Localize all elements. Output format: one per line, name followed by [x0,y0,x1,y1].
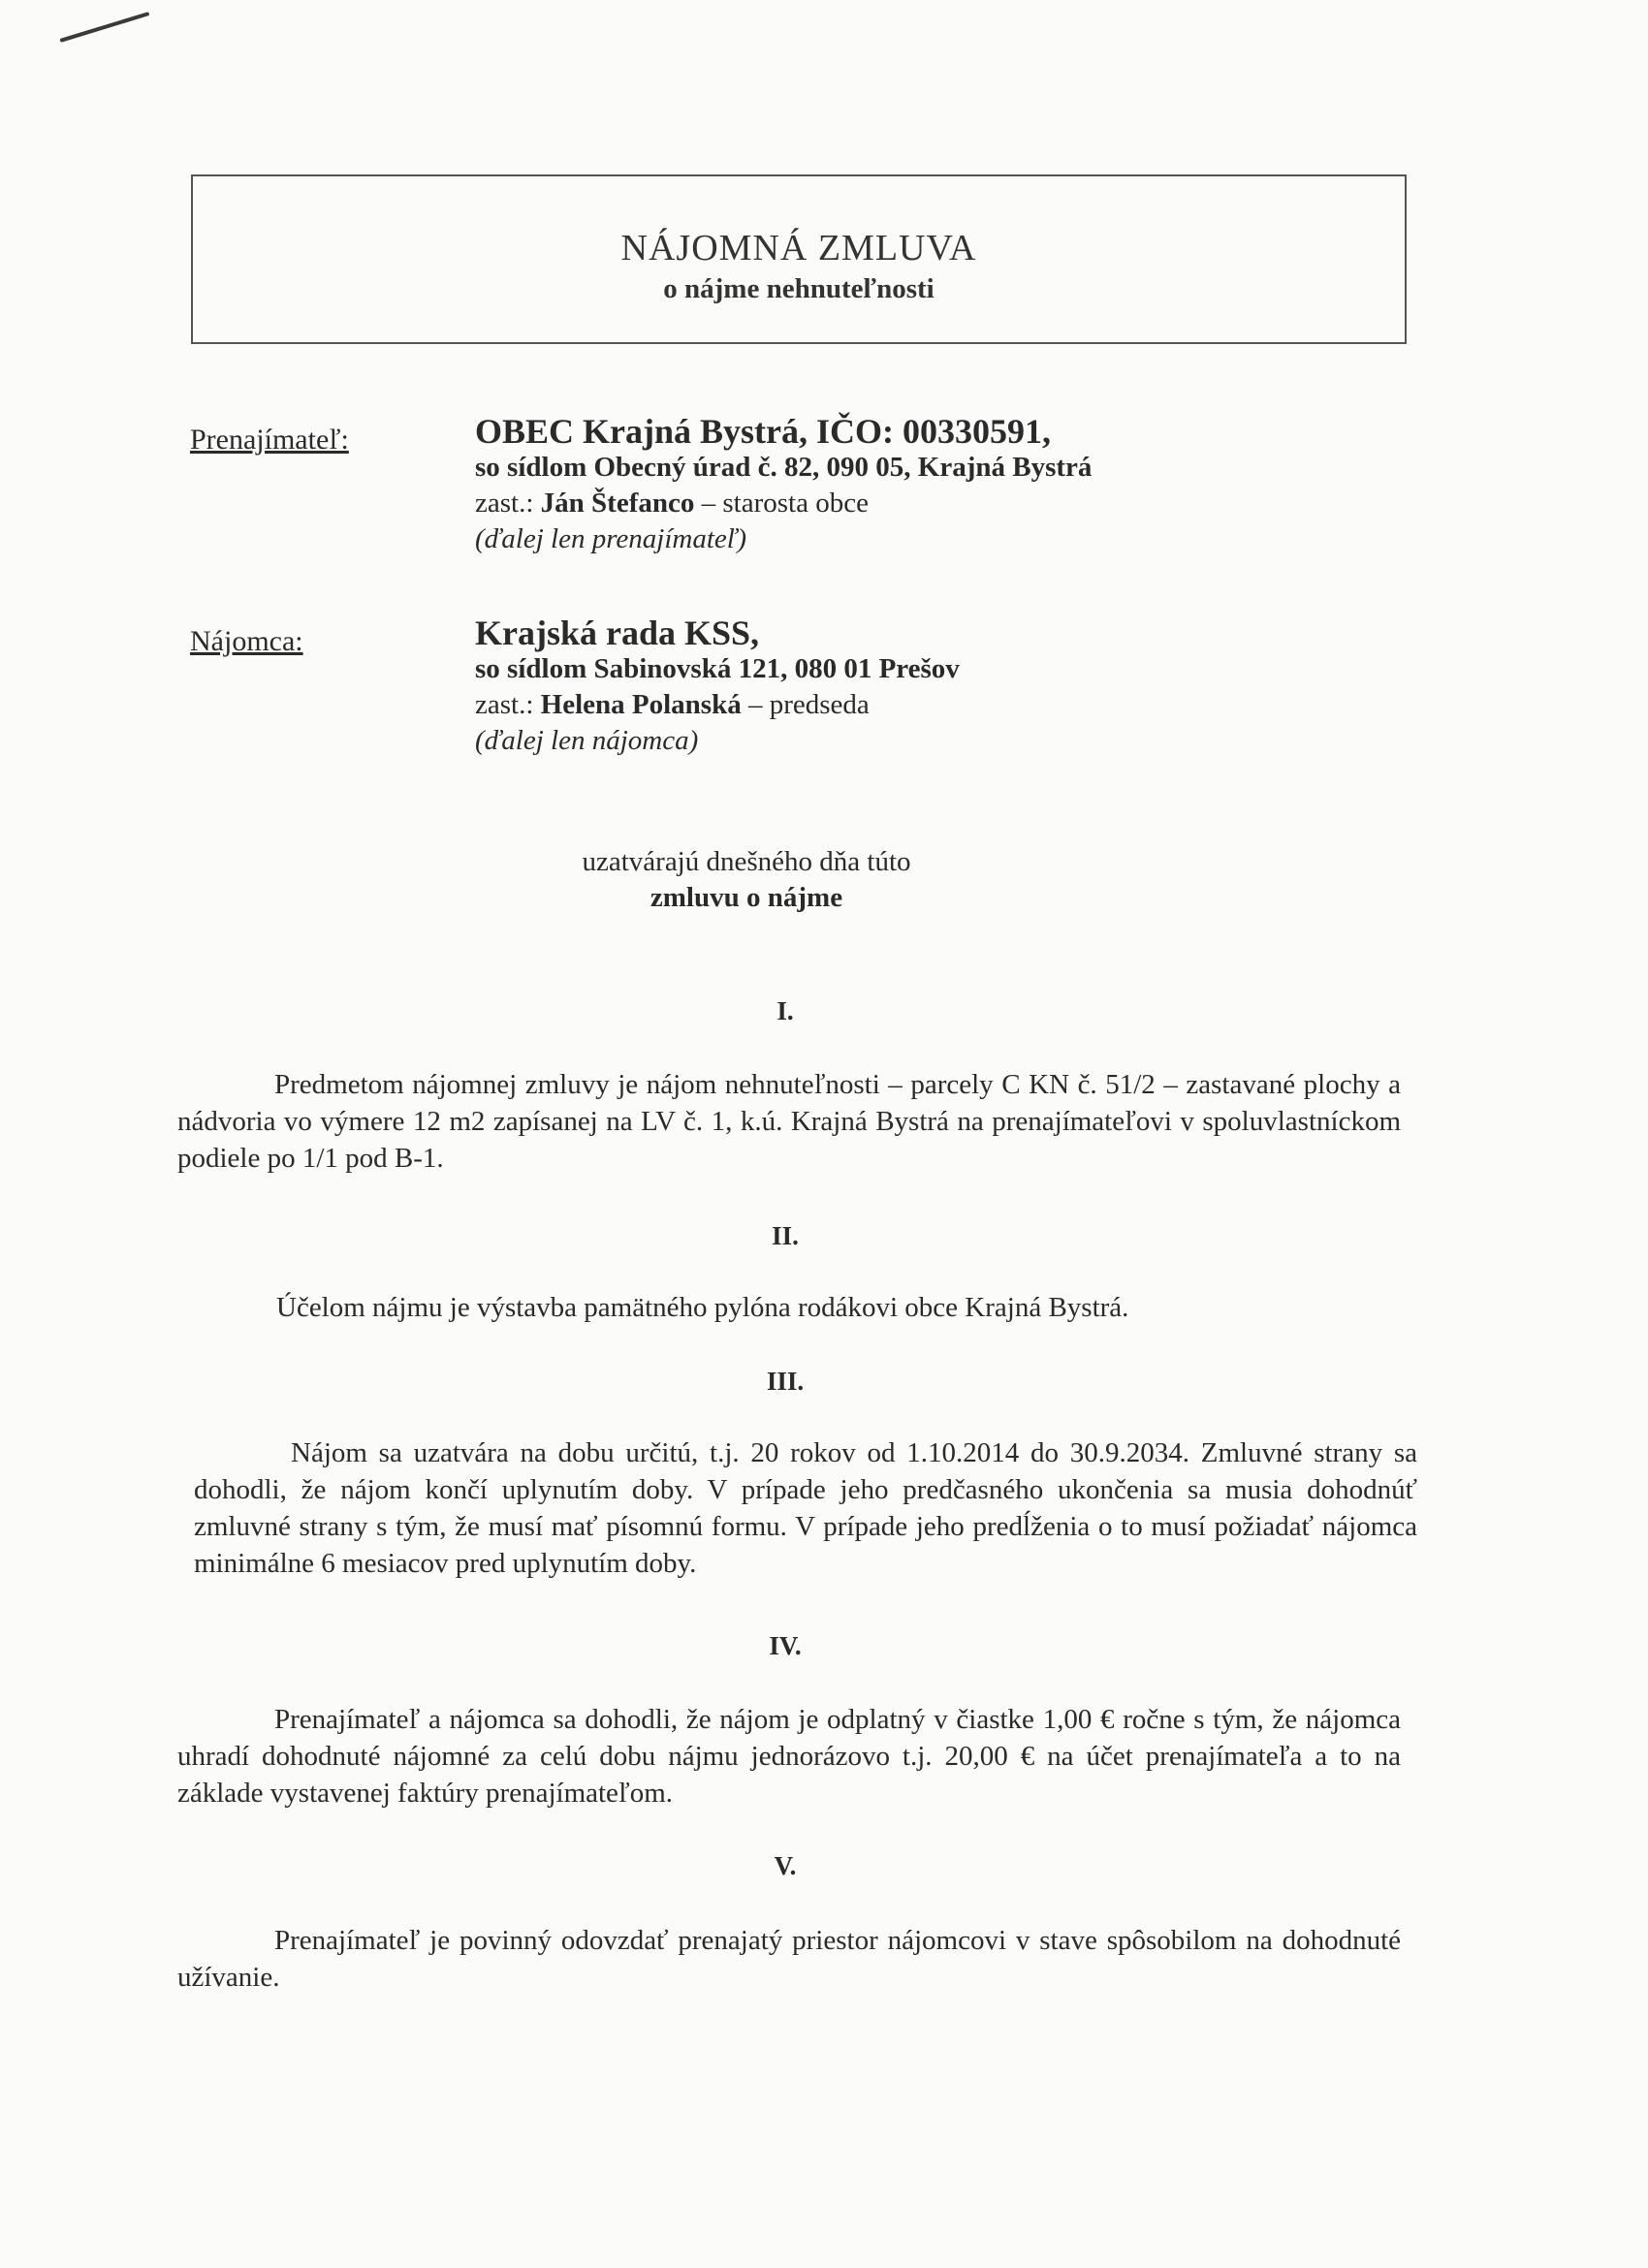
landlord-rep-prefix: zast.: [475,488,534,519]
section-text-4: Prenajímateľ a nájomca sa dohodli, že nájom je odplatný v čiastke 1,00 € ročne s tým, že nájomca uhradí dohodnuté nájomné za celú dobu nájmu jednorázovo t.j. 20,00 € na účet prenajímateľa a to na základe vystavenej faktúry prenajímateľom. [177,1704,1401,1809]
tenant-rep-role: – predseda [741,689,870,720]
landlord-label: Prenajímateľ: [190,424,349,456]
section-text-2: Účelom nájmu je výstavba pamätného pylóna rodákovi obce Krajná Bystrá. [276,1292,1129,1323]
document-title: NÁJOMNÁ ZMLUVA [620,228,977,268]
tenant-rep-name: Helena Polanská [540,689,742,720]
tenant-alias: (ďalej len nájomca) [475,725,699,756]
section-number-1: I. [776,996,794,1025]
landlord-rep-name: Ján Štefanco [540,488,695,519]
landlord-representative [475,486,1444,521]
section-text-3: Nájom sa uzatvára na dobu určitú, t.j. 20 rokov od 1.10.2014 do 30.9.2034. Zmluvné strany sa dohodli, že nájom končí uplynutím doby. V prípade jeho predčasného ukončenia sa musia dohodnúť zmluvné strany s tým, že musí mať písomnú formu. V prípade jeho predĺženia o to musí požiadať nájomca minimálne 6 mesiacov pred uplynutím doby. [194,1437,1417,1579]
document-subtitle: o nájme nehnuteľnosti [663,273,935,304]
pen-mark [59,12,149,43]
landlord-rep-role: – starosta obce [694,488,869,519]
section-text-5: Prenajímateľ je povinný odovzdať prenajatý priestor nájomcovi v stave spôsobilom na dohodnuté užívanie. [177,1925,1401,1993]
title-box [191,174,1407,344]
tenant-address: so sídlom Sabinovská 121, 080 01 Prešov [475,653,960,684]
section-text-1: Predmetom nájomnej zmluvy je nájom nehnuteľnosti – parcely C KN č. 51/2 – zastavané plochy a nádvoria vo výmere 12 m2 zapísanej na LV č. 1, k.ú. Krajná Bystrá na prenajímateľovi v spoluvlastníckom podiele po 1/1 pod B-1. [177,1069,1401,1174]
tenant-name: Krajská rada KSS, [475,614,760,652]
landlord-name: OBEC Krajná Bystrá, IČO: 00330591, [475,412,1051,451]
tenant-label: Nájomca: [190,625,303,657]
intro-title: zmluvu o nájme [650,882,843,913]
intro-line: uzatvárajú dnešného dňa túto [582,846,911,877]
landlord-address: so sídlom Obecný úrad č. 82, 090 05, Krajná Bystrá [475,452,1093,483]
section-number-4: IV. [769,1631,802,1660]
section-number-5: V. [774,1851,797,1880]
section-number-3: III. [766,1367,805,1396]
tenant-representative [475,687,1444,723]
landlord-alias: (ďalej len prenajímateľ) [475,523,746,554]
section-number-2: II. [772,1221,799,1250]
tenant-rep-prefix: zast.: [475,689,534,720]
